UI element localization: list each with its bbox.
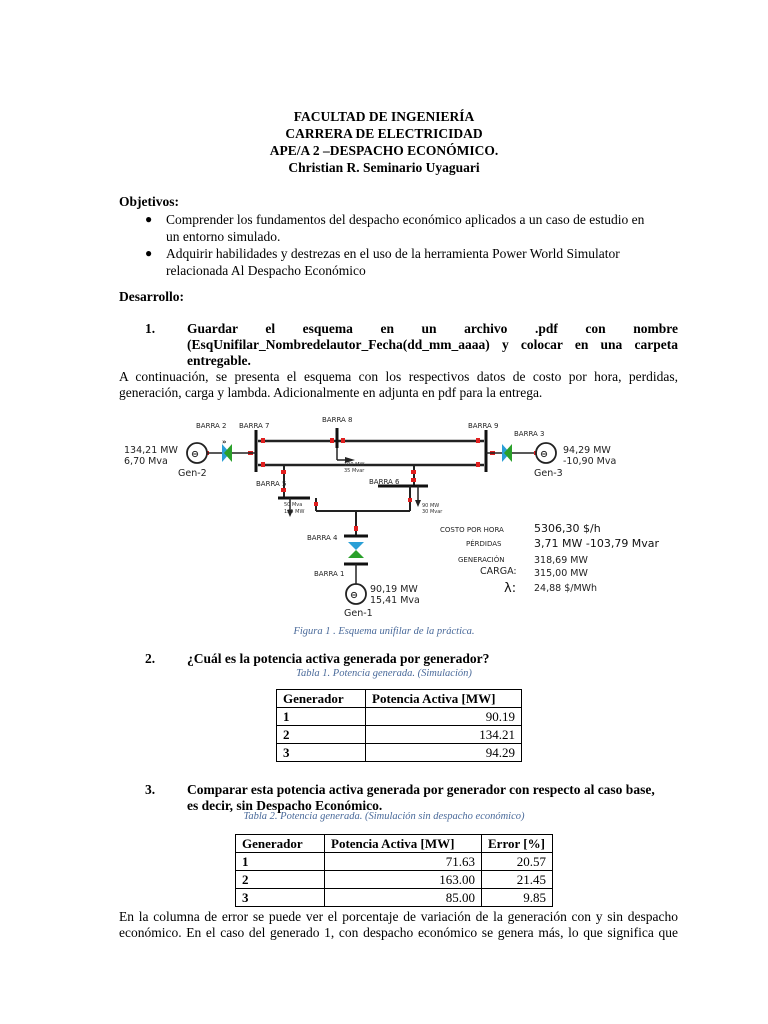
- table-1-header-power: Potencia Activa [MW]: [366, 690, 522, 708]
- table-2-cell-gen: 3: [236, 889, 325, 907]
- load-6-mva: 30 Mvar: [422, 509, 443, 515]
- table-2-header-power: Potencia Activa [MW]: [325, 835, 482, 853]
- table-2-header-error: Error [%]: [482, 835, 553, 853]
- figure-1-caption: Figura 1 . Esquema unifilar de la práctica.: [293, 626, 475, 637]
- lambda-value: 24,88 $/MWh: [534, 583, 598, 594]
- question-1-line2: (EsqUnifilar_Nombredelautor_Fecha(dd_mm_aaaa) y colocar en una carpeta: [187, 337, 678, 352]
- load-8-mva: 35 Mvar: [344, 468, 365, 474]
- objectives-title: Objetivos:: [119, 194, 179, 209]
- table-2-cell-power: 163.00: [325, 871, 482, 889]
- gen-2-name: Gen-2: [178, 468, 207, 479]
- gen-3-mva: -10,90 Mva: [563, 456, 617, 467]
- table-2-cell-gen: 2: [236, 871, 325, 889]
- table-row: [236, 889, 553, 907]
- loss-label: PÉRDIDAS: [466, 540, 502, 548]
- header-assignment: APE/A 2 –DESPACHO ECONÓMICO.: [269, 143, 499, 158]
- load-label: CARGA:: [480, 566, 517, 577]
- table-1-cell-power: 94.29: [366, 744, 522, 762]
- load-6-mw: 90 MW: [422, 503, 440, 509]
- table-1-cell-gen: 2: [277, 726, 366, 744]
- question-1-line3: entregable.: [187, 353, 251, 368]
- closing-line2: económico. En el caso del generado 1, con despacho económico se genera más, lo que significa que: [119, 925, 678, 940]
- gen-2-mva: 6,70 Mva: [124, 456, 168, 467]
- table-row: [236, 853, 553, 871]
- intro-line1: A continuación, se presenta el esquema con los respectivos datos de costo por hora, perdidas,: [119, 369, 678, 384]
- table-2-header-gen: Generador: [236, 835, 325, 853]
- lambda-label: λ:: [504, 581, 517, 596]
- load-5-left-mva: 125 MW: [284, 509, 305, 515]
- gen-3-name: Gen-3: [534, 468, 563, 479]
- table-row: [277, 744, 522, 762]
- gen-1-mva: 15,41 Mva: [370, 595, 420, 606]
- table-1-cell-gen: 3: [277, 744, 366, 762]
- gen-1-mw: 90,19 MW: [370, 584, 418, 595]
- cost-label: COSTO POR HORA: [440, 526, 504, 534]
- bus-label-4: BARRA 4: [307, 534, 338, 542]
- table-1-cell-power: 90.19: [366, 708, 522, 726]
- cost-value: 5306,30 $/h: [534, 522, 601, 535]
- table-1-header-gen: Generador: [277, 690, 366, 708]
- gen-1-name: Gen-1: [344, 608, 373, 619]
- header-faculty: FACULTAD DE INGENIERÍA: [293, 109, 475, 124]
- table-2-cell-error: 20.57: [482, 853, 553, 871]
- table-1-cell-power: 134.21: [366, 726, 522, 744]
- table-1-cell-gen: 1: [277, 708, 366, 726]
- table-2-cell-error: 21.45: [482, 871, 553, 889]
- single-line-diagram: [118, 408, 678, 620]
- gen-2-mw: 134,21 MW: [124, 445, 178, 456]
- question-3-line1: Comparar esta potencia activa generada por generador con respecto al caso base,: [187, 782, 655, 797]
- development-title: Desarrollo:: [119, 289, 184, 304]
- svg-text:»: »: [222, 438, 227, 446]
- table-1-caption: Tabla 1. Potencia generada. (Simulación): [296, 668, 472, 679]
- bullet-icon: ●: [145, 212, 153, 226]
- load-8-mw: 100 MW: [344, 462, 365, 468]
- bus-label-2: BARRA 2: [196, 422, 227, 430]
- table-2-caption: Tabla 2. Potencia generada. (Simulación sin despacho económico): [243, 811, 525, 822]
- table-row: [277, 726, 522, 744]
- header-career: CARRERA DE ELECTRICIDAD: [285, 126, 483, 141]
- header-author: Christian R. Seminario Uyaguari: [288, 160, 480, 175]
- load-value: 315,00 MW: [534, 568, 588, 579]
- objective-1-line1: Comprender los fundamentos del despacho económico aplicados a un caso de estudio en: [166, 212, 645, 227]
- closing-line1: En la columna de error se puede ver el porcentaje de variación de la generación con y sin despacho: [119, 909, 678, 924]
- objective-2-line2: relacionada Al Despacho Económico: [166, 263, 366, 278]
- question-2-number: 2.: [145, 651, 156, 666]
- bus-label-5: BARRA 5: [256, 480, 287, 488]
- bus-label-1: BARRA 1: [314, 570, 345, 578]
- table-2-cell-error: 9.85: [482, 889, 553, 907]
- generation-value: 318,69 MW: [534, 555, 588, 566]
- bus-label-7: BARRA 7: [239, 422, 270, 430]
- svg-text:⊖: ⊖: [350, 590, 358, 601]
- table-1: [276, 689, 522, 762]
- question-1-line1: Guardar el esquema en un archivo .pdf con nombre: [187, 321, 678, 336]
- table-header-row: [277, 690, 522, 708]
- svg-text:⊖: ⊖: [540, 449, 548, 460]
- bus-label-9: BARRA 9: [468, 422, 499, 430]
- gen-3-mw: 94,29 MW: [563, 445, 611, 456]
- table-2-cell-power: 71.63: [325, 853, 482, 871]
- table-header-row: [236, 835, 553, 853]
- bullet-icon: ●: [145, 246, 153, 260]
- table-row: [277, 708, 522, 726]
- load-5-left-mw: 50 Mva: [284, 502, 303, 508]
- svg-text:⊖: ⊖: [191, 449, 199, 460]
- question-3-number: 3.: [145, 782, 156, 797]
- table-2-cell-power: 85.00: [325, 889, 482, 907]
- table-row: [236, 871, 553, 889]
- table-2-cell-gen: 1: [236, 853, 325, 871]
- generation-label: GENERACIÓN: [458, 556, 505, 564]
- objective-2-line1: Adquirir habilidades y destrezas en el uso de la herramienta Power World Simulator: [166, 246, 620, 261]
- bus-label-3: BARRA 3: [514, 430, 545, 438]
- table-2: [235, 834, 553, 907]
- intro-line2: generación, carga y lambda. Adicionalmente en adjunta en pdf para la entrega.: [119, 385, 543, 400]
- question-1-number: 1.: [145, 321, 156, 336]
- loss-value: 3,71 MW -103,79 Mvar: [534, 537, 660, 550]
- question-3-line2: es decir, sin Despacho Económico.: [187, 798, 383, 813]
- objective-1-line2: un entorno simulado.: [166, 229, 281, 244]
- bus-label-8: BARRA 8: [322, 416, 353, 424]
- bus-label-6: BARRA 6: [369, 478, 400, 486]
- question-2-text: ¿Cuál es la potencia activa generada por generador?: [187, 651, 490, 666]
